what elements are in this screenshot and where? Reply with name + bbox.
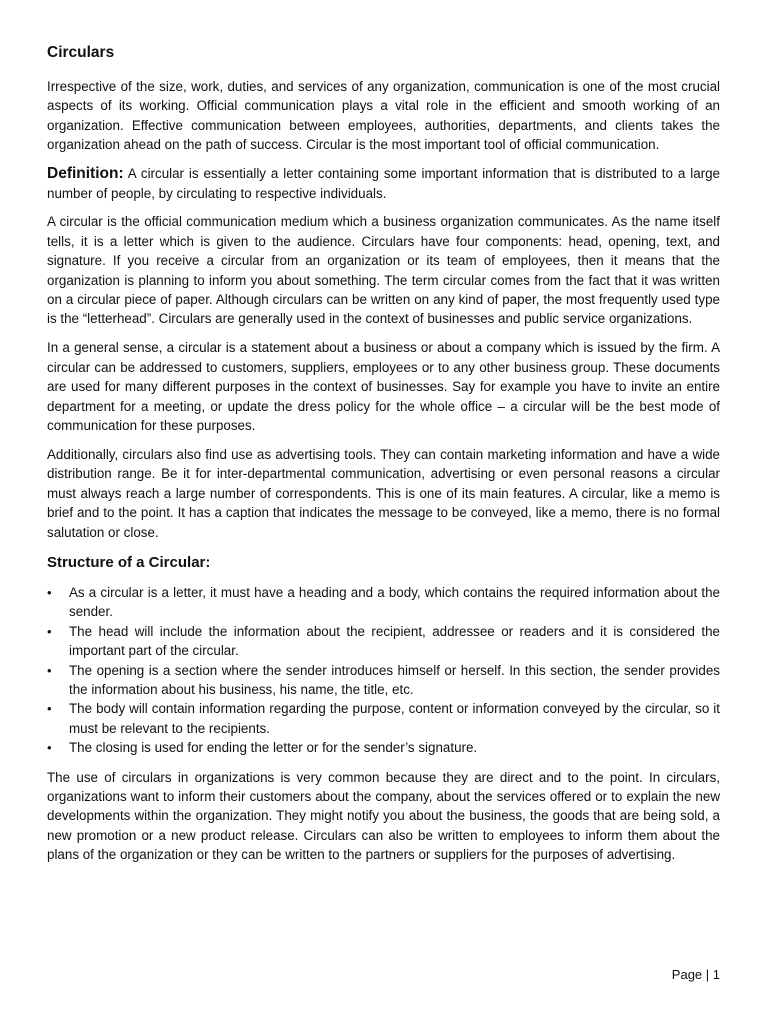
list-item [47,738,720,757]
definition-term: Definition: [47,165,124,183]
body-paragraph-1: A circular is the official communication medium which a business organization communicates. As the name itself tells, it is a letter which is given to the audience. Circulars have four components: head, opening, text, and signature. If you receive a circular from an organization or its team of employees, then it means that the organization is planning to inform you about something. The term circular comes from the fact that it was written on a circular piece of paper. Although circulars can be written on any kind of paper, the most frequently used type is the “letterhead”. Circulars are generally used in the context of businesses and public service organizations. [47,214,720,327]
bullet-icon: • [47,740,52,756]
body-paragraph-3: Additionally, circulars also find use as advertising tools. They can contain marketing information and have a wide distribution range. Be it for inter-departmental communication, advertising or even personal reasons a circular must always reach a large number of correspondents. This is one of its main features. A circular, like a memo is brief and to the point. It has a caption that indicates the message to be conveyed, like a memo, there is no formal salutation or close. [47,446,720,540]
bullet-icon: • [47,701,52,717]
list-item-text: The body will contain information regarding the purpose, content or information conveyed by the circular, so it must be relevant to the recipients. [69,701,720,736]
definition-paragraph [47,164,720,203]
document-title: Circulars [47,44,115,61]
list-item-text: As a circular is a letter, it must have a heading and a body, which contains the required information about the sender. [69,584,720,620]
list-item-text: The opening is a section where the sender introduces himself or herself. In this section, the sender provides the information about his business, his name, the title, etc. [69,662,720,697]
bullet-icon: • [47,662,52,678]
list-item [47,661,720,700]
document-page [47,40,720,874]
definition-text: A circular is essentially a letter containing some important information that is distributed to a large number of people, by circulating to respective individuals. [47,166,720,201]
list-item [47,622,720,661]
intro-paragraph: Irrespective of the size, work, duties, and services of any organization, communication is one of the most crucial aspects of its working. Official communication plays a vital role in the efficient and smooth working of an organization. Effective communication between employees, authorities, departments, and clients takes the organization ahead on the path of success. Circular is the most important tool of official communication. [47,79,720,153]
structure-list [47,583,720,758]
closing-paragraph: The use of circulars in organizations is very common because they are direct and to the point. In circulars, organizations want to inform their customers about the company, about the services offered or to explain the new developments within the organization. They might notify you about the business, the goods that are being sold, a new promotion or a new product release. Circulars can also be written to employees to inform them about the plans of the organization or they can be written to the partners or suppliers for the purposes of advertising. [47,769,720,863]
list-item [47,583,720,622]
list-item-text: The closing is used for ending the letter or for the sender’s signature. [69,740,478,756]
structure-heading: Structure of a Circular: [47,553,211,571]
bullet-icon: • [47,623,52,639]
page-number: Page | 1 [671,967,720,982]
body-paragraph-2: In a general sense, a circular is a statement about a business or about a company which is issued by the firm. A circular can be addressed to customers, suppliers, employees or to any other business group. These documents are used for many different purposes in the context of businesses. Say for example you have to invite an entire department for a meeting, or update the dress policy for the whole office – a circular will be the best mode of communication for these purposes. [47,340,720,433]
bullet-icon: • [47,584,52,600]
list-item [47,699,720,738]
list-item-text: The head will include the information about the recipient, addressee or readers and it is considered the important part of the circular. [69,623,720,659]
